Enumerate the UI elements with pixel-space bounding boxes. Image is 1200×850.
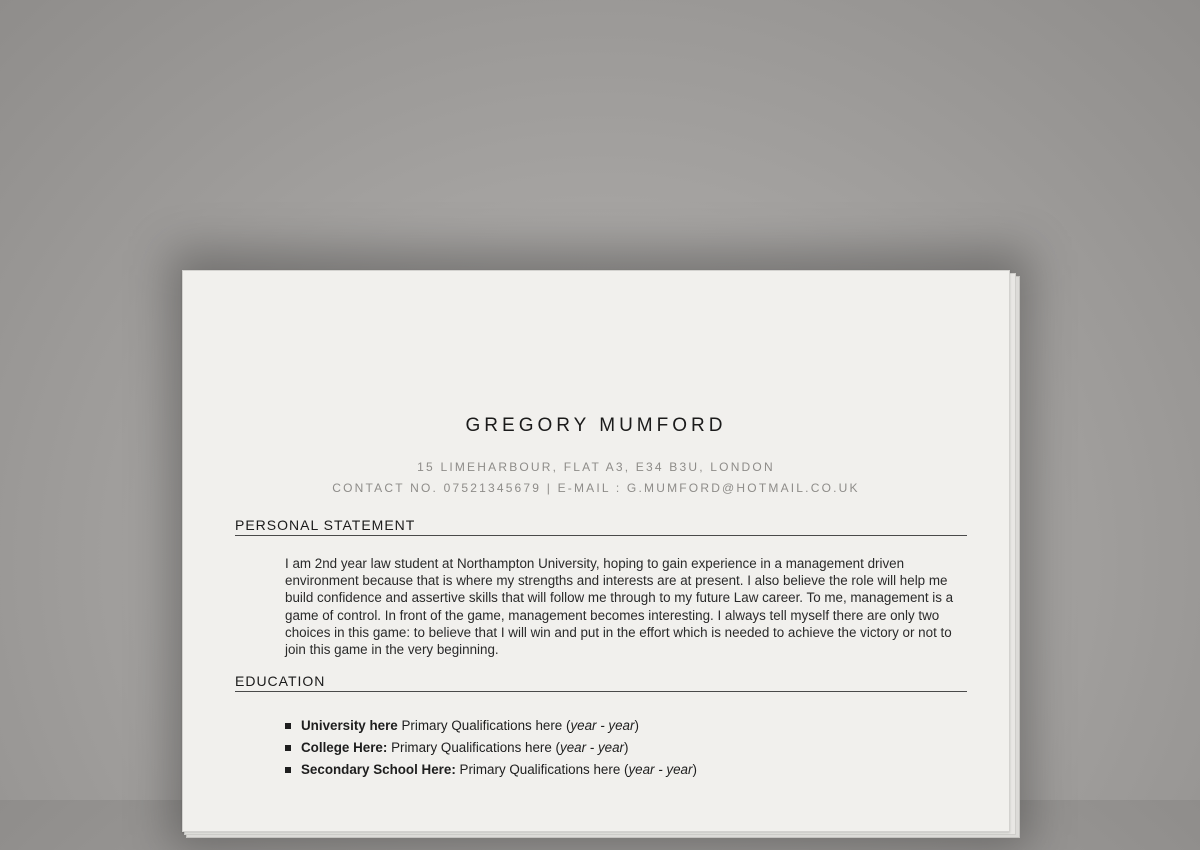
education-qualification: Primary Qualifications here xyxy=(459,762,621,777)
education-item: University here Primary Qualifications here (year - year) xyxy=(285,715,697,737)
resume-name: GREGORY MUMFORD xyxy=(465,415,727,436)
square-bullet-icon xyxy=(285,767,291,773)
resume-address: 15 LIMEHARBOUR, FLAT A3, E34 B3U, LONDON xyxy=(417,460,775,474)
education-school: Secondary School Here: xyxy=(301,762,456,777)
square-bullet-icon xyxy=(285,723,291,729)
education-qualification: Primary Qualifications here xyxy=(401,718,563,733)
resume-page xyxy=(182,270,1010,832)
education-heading: EDUCATION xyxy=(235,673,967,692)
square-bullet-icon xyxy=(285,745,291,751)
education-item: College Here: Primary Qualifications here (year - year) xyxy=(285,737,697,759)
education-years: year - year xyxy=(560,740,624,755)
education-years: year - year xyxy=(628,762,693,777)
personal-statement-heading: PERSONAL STATEMENT xyxy=(235,517,967,536)
education-school: College Here: xyxy=(301,740,388,755)
personal-statement-text: I am 2nd year law student at Northampton University, hoping to gain experience in a management driven environment because that is where my strengths and interests are at present. I also believe the role will help me build confidence and assertive skills that will follow me through to my future Law career. To me, management is a game of control. In front of the game, management becomes interesting. I always tell myself there are only two choices in this game: to believe that I will win and put in the effort which is needed to achieve the victory or not to join this game in the very beginning. xyxy=(285,556,954,658)
education-item: Secondary School Here: Primary Qualifications here (year - year) xyxy=(285,759,697,781)
education-years: year - year xyxy=(570,718,635,733)
education-list xyxy=(285,715,697,781)
education-school: University here xyxy=(301,718,398,733)
education-qualification: Primary Qualifications here xyxy=(391,740,552,755)
resume-contact: CONTACT NO. 07521345679 | E-MAIL : G.MUMFORD@HOTMAIL.CO.UK xyxy=(332,481,860,495)
